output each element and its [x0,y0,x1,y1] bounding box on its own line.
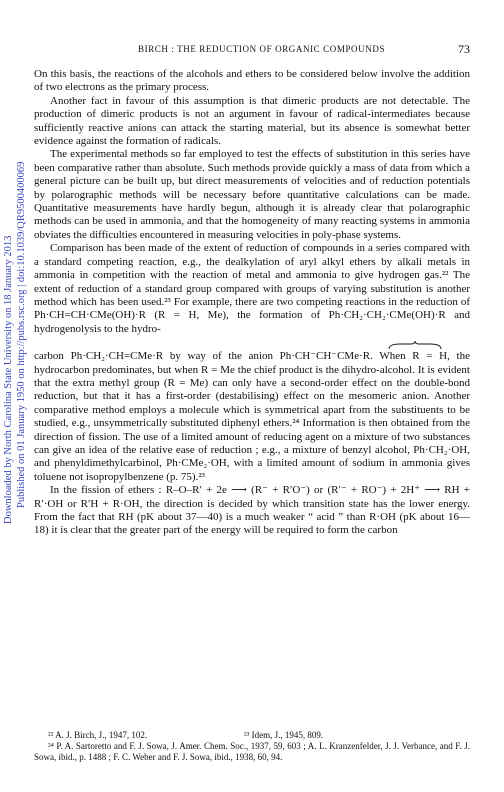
footnote-24: ²⁴ P. A. Sartoretto and F. J. Sowa, J. Amer. Chem. Soc., 1937, 59, 603 ; A. L. Kranzenfelder, J. J. Verbance, and F. J. Sowa, ibid., p. 1488 ; F. C. Weber and F. J. Sowa, ibid., 1938, 60, 94. [34,741,470,762]
page-header [34,42,470,58]
paragraph: carbon Ph·CH₂·CH=CMe·R by way of the anion Ph·CH⁻CH⁻CMe·R. When R = H, the hydrocarbon predominates, but when R = Me the chief product is the dihydro-alcohol. It is evident that the extra methyl group (R = Me) can only have a second-order effect on the double-bond reduction, but that it has a first-order (destabilising) effect on the mesomeric anion. Another comparative method employs a molecule which is symmetrical apart from the substituents to be studied, e.g., unsymmetrically substituted diphenyl ethers.²⁴ Information is then obtained from the direction of fission. The use of a limited amount of reducing agent on a mixture of two substances can give an idea of the relative ease of reduction ; e.g., a mixture of benzyl alcohol, Ph·CH₂·OH, and phenyldimethylcarbinol, Ph·CMe₂·OH, with a limited amount of sodium in ammonia gives toluene not isopropylbenzene (p. 75).²³ [34,350,470,483]
footnote-row [34,730,470,741]
download-notice[interactable]: Downloaded by North Carolina State University on 18 January 2013 [3,235,14,524]
paragraph: The experimental methods so far employed to test the effects of substitution in this series have been comparative rather than absolute. Such methods provide quickly a mass of data from which a general picture can be built up, but direct measurements of velocities and of reduction potentials by polarographic methods will be necessary before quantitative calculations can be made. Quantitative measurements have hardly begun, although it is already clear that polarographic methods can be used in ammonia, and that the homogeneity of many reacting systems in ammonia obviates the difficulties encountered in measuring velocities in poly-phase systems. [34,148,470,241]
footnotes [34,730,470,763]
paragraph: Comparison has been made of the extent of reduction of compounds in a series compared with a standard competing reaction, e.g., the dealkylation of aryl alkyl ethers by alkali metals in ammonia in competition with the reaction of metal and ammonia to give hydrogen gas.²² The extent of reduction of a standard group compared with groups of varying substitution is another method which has been used.²³ For example, there are two competing reactions in the reduction of Ph·CH=CH·CMe(OH)·R (R = H, Me), the formation of Ph·CH₂·CH₂·CMe(OH)·R and hydrogenolysis to the hydro- [34,242,470,335]
running-head: BIRCH : THE REDUCTION OF ORGANIC COMPOUNDS [138,44,386,54]
formula-gap [34,336,470,350]
page-number: 73 [458,42,470,56]
paragraph: On this basis, the reactions of the alcohols and ethers to be considered below involve the addition of two electrons as the primary process. [34,68,470,94]
conjugation-brace-mark [388,340,442,350]
publication-notice[interactable]: Published on 01 January 1950 on http://pubs.rsc.org | doi:10.1039/QR9500400069 [16,161,27,508]
footnote-22: ²² A. J. Birch, J., 1947, 102. [48,730,148,740]
paragraph: Another fact in favour of this assumption is that dimeric products are not detectable. The production of dimeric products is not an argument in favour of radical-intermediates because sufficiently reactive anions can attack the starting material, but its absence is somewhat better evidence against the formation of radicals. [34,94,470,148]
article-body [34,68,470,538]
footnote-23: ²³ Idem, J., 1945, 809. [244,730,324,740]
paragraph: In the fission of ethers : R–O–R′ + 2e ⟶ (R⁻ + R′O⁻) or (R′⁻ + RO⁻) + 2H⁺ ⟶ RH + R′·OH or R′H + R·OH, the direction is decided by which transition state has the lower energy. From the fact that RH (pK about 37—40) is a much weaker “ acid ” than R·OH (pK about 16—18) it is clear that the greater part of the energy will be required to form the carbon [34,484,470,537]
